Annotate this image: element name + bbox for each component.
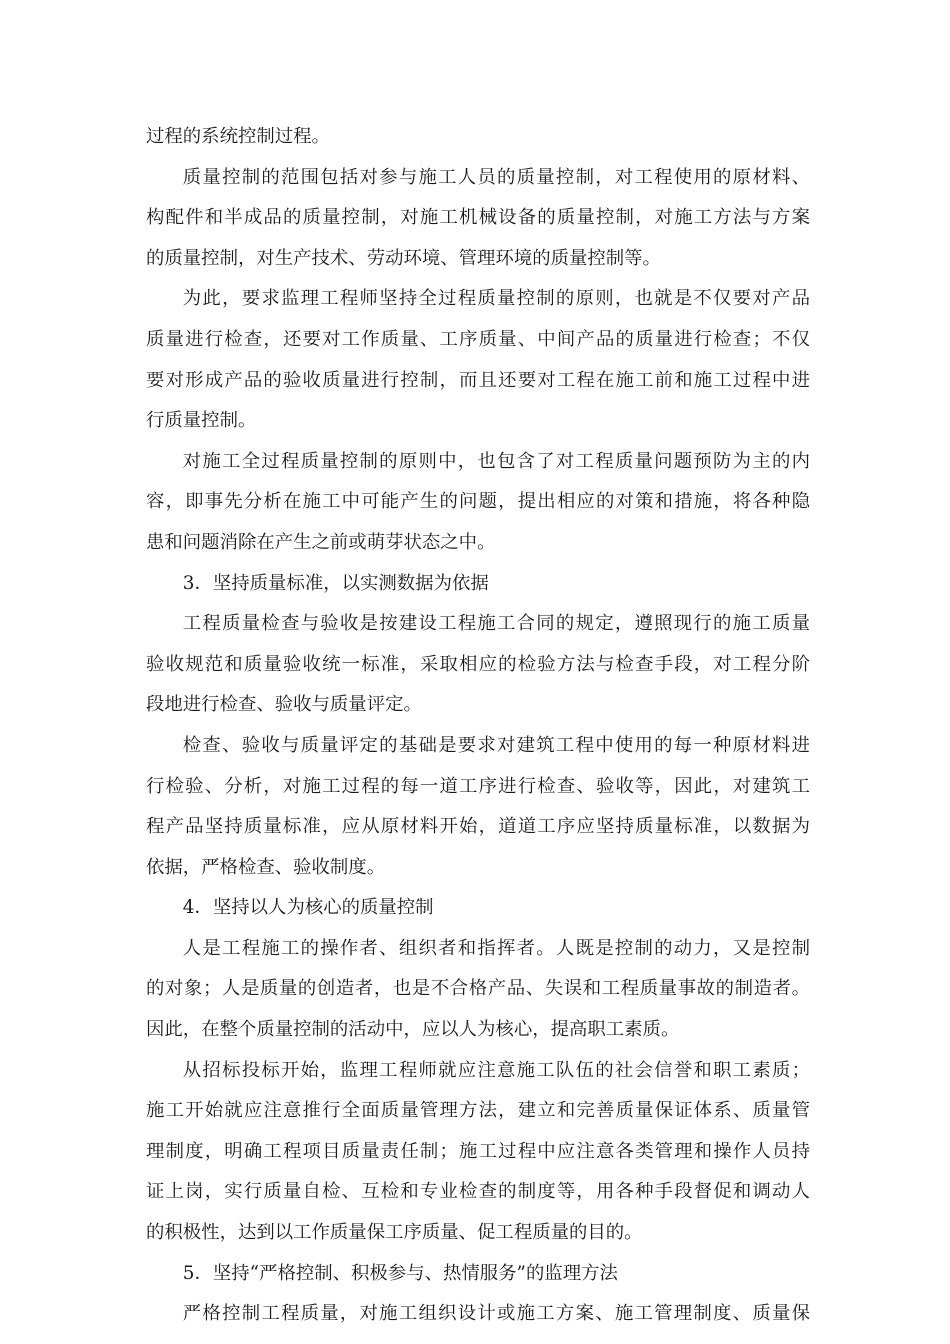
- text-line: 的积极性，达到以工作质量保工序质量、促工程质量的目的。: [146, 1222, 643, 1244]
- text-line: 的对象；人是质量的创造者，也是不合格产品、失误和工程质量事故的制造者。: [146, 978, 810, 1000]
- body-text: [146, 117, 810, 1335]
- paragraph-first-line: 4．坚持以人为核心的质量控制: [182, 897, 434, 919]
- paragraph-first-line: 对施工全过程质量控制的原则中，也包含了对工程质量问题预防为主的内: [182, 450, 810, 472]
- paragraph-first-line: 工程质量检查与验收是按建设工程施工合同的规定，遵照现行的施工质量: [182, 613, 810, 635]
- text-line: 行质量控制。: [146, 410, 257, 432]
- paragraph-first-line: 人是工程施工的操作者、组织者和指挥者。人既是控制的动力，又是控制: [182, 937, 810, 959]
- text-line: 程产品坚持质量标准，应从原材料开始，道道工序应坚持质量标准，以数据为: [146, 816, 810, 838]
- paragraph-first-line: 为此，要求监理工程师坚持全过程质量控制的原则，也就是不仅要对产品: [182, 288, 810, 310]
- text-line: 过程的系统控制过程。: [146, 126, 330, 147]
- paragraph-first-line: 3．坚持质量标准，以实测数据为依据: [182, 572, 489, 594]
- paragraph-first-line: 严格控制工程质量，对施工组织设计或施工方案、施工管理制度、质量保: [182, 1303, 810, 1325]
- paragraph-first-line: 检查、验收与质量评定的基础是要求对建筑工程中使用的每一种原材料进: [182, 734, 810, 756]
- text-line: 构配件和半成品的质量控制，对施工机械设备的质量控制，对施工方法与方案: [146, 207, 810, 229]
- text-line: 段地进行检查、验收与质量评定。: [146, 694, 422, 716]
- paragraph-first-line: 5．坚持“严格控制、积极参与、热情服务”的监理方法: [182, 1262, 618, 1284]
- text-line: 证上岗，实行质量自检、互检和专业检查的制度等，用各种手段督促和调动人: [146, 1181, 810, 1203]
- text-line: 依据，严格检查、验收制度。: [146, 856, 386, 878]
- text-line: 要对形成产品的验收质量进行控制，而且还要对工程在施工前和施工过程中进: [146, 369, 810, 391]
- paragraph-first-line: 从招标投标开始，监理工程师就应注意施工队伍的社会信誉和职工素质；: [182, 1059, 810, 1081]
- text-line: 的质量控制，对生产技术、劳动环境、管理环境的质量控制等。: [146, 247, 661, 269]
- text-line: 验收规范和质量验收统一标准，采取相应的检验方法与检查手段，对工程分阶: [146, 653, 810, 675]
- text-line: 容，即事先分析在施工中可能产生的问题，提出相应的对策和措施，将各种隐: [146, 491, 810, 513]
- text-line: 理制度，明确工程项目质量责任制；施工过程中应注意各类管理和操作人员持: [146, 1140, 810, 1162]
- text-line: 因此，在整个质量控制的活动中，应以人为核心，提高职工素质。: [146, 1019, 680, 1041]
- text-line: 患和问题消除在产生之前或萌芽状态之中。: [146, 531, 496, 553]
- text-line: 质量进行检查，还要对工作质量、工序质量、中间产品的质量进行检查；不仅: [146, 328, 810, 350]
- paragraph-first-line: 质量控制的范围包括对参与施工人员的质量控制，对工程使用的原材料、: [182, 166, 810, 188]
- text-line: 施工开始就应注意推行全面质量管理方法，建立和完善质量保证体系、质量管: [146, 1100, 810, 1122]
- text-line: 行检验、分析，对施工过程的每一道工序进行检查、验收等，因此，对建筑工: [146, 775, 810, 797]
